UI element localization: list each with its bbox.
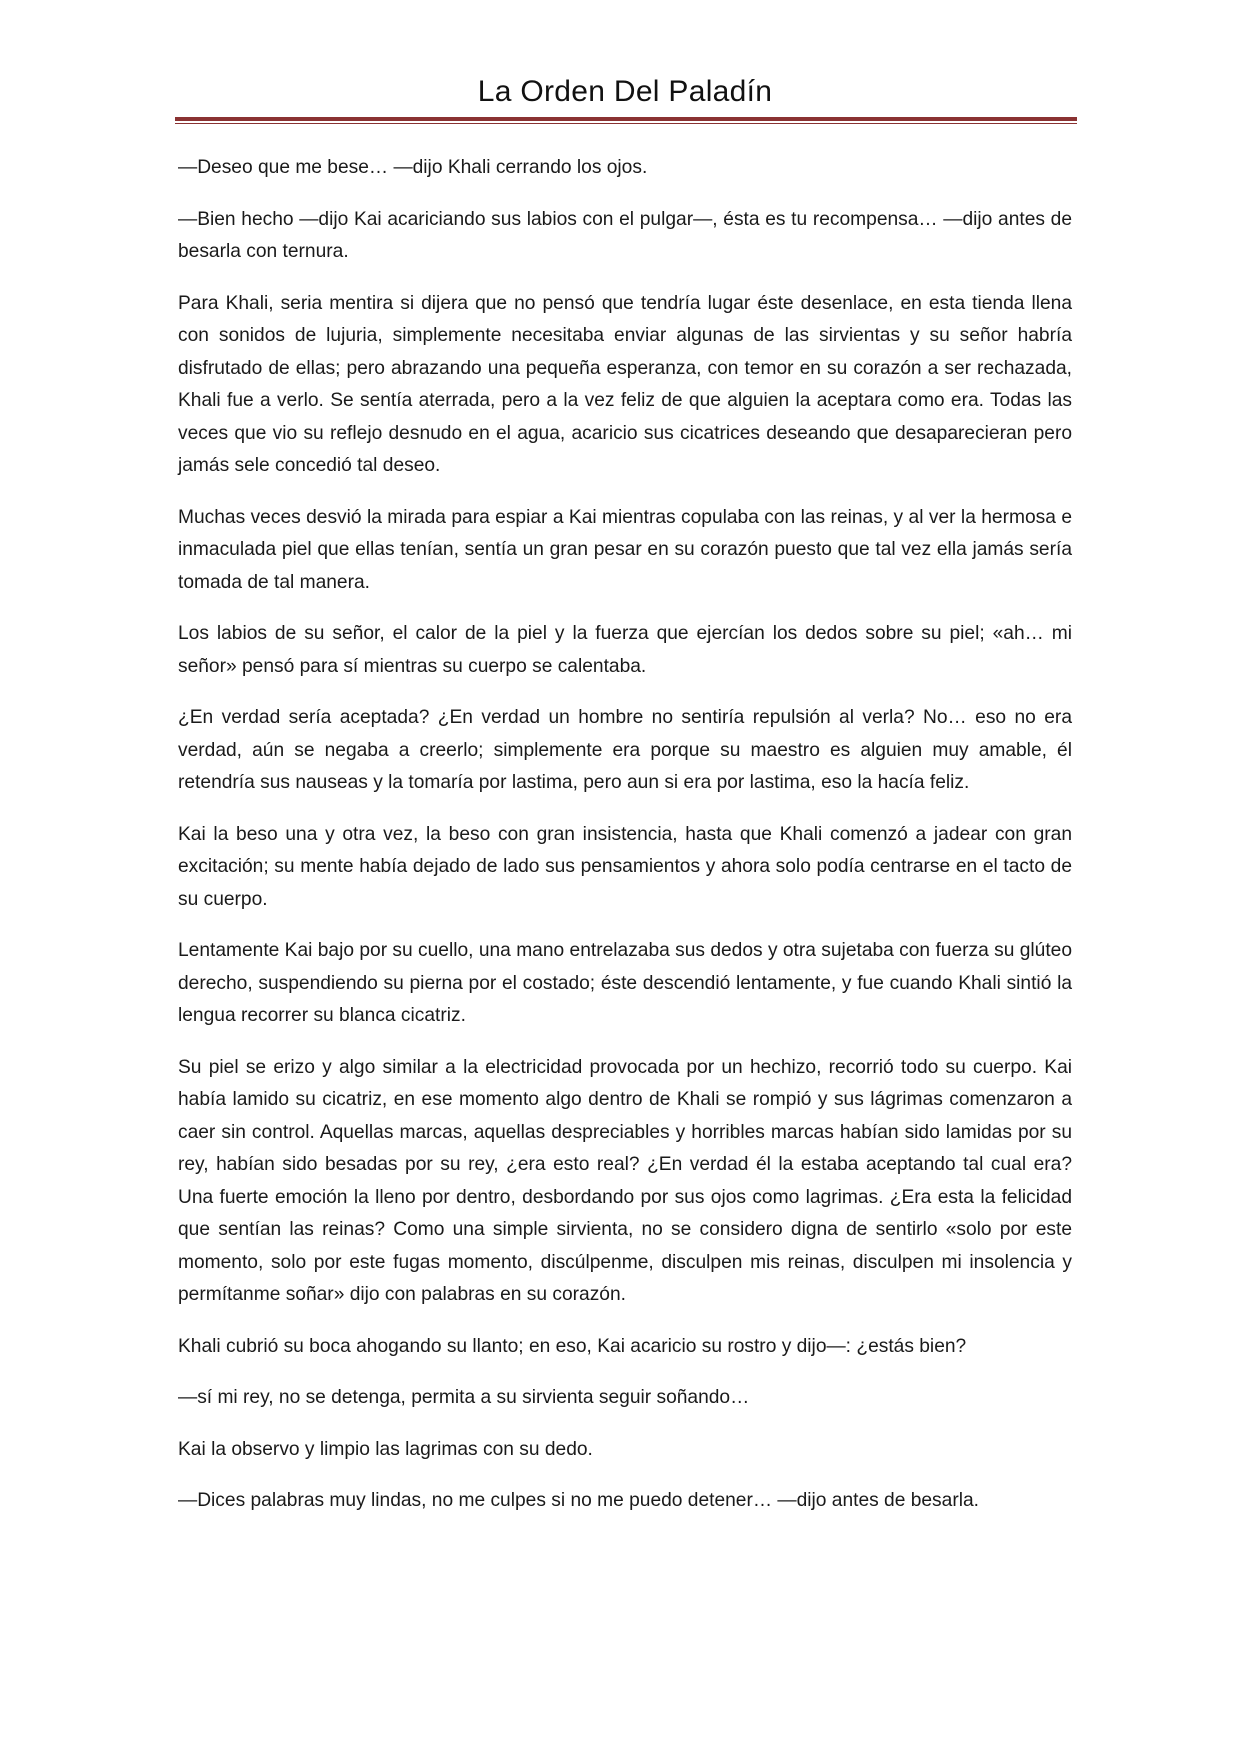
paragraph: ¿En verdad sería aceptada? ¿En verdad un hombre no sentiría repulsión al verla? No… eso no era verdad, aún se negaba a creerlo; simplemente era porque su maestro es alguien muy amable, él retendría sus nauseas y la tomaría por lastima, pero aun si era por lastima, eso la hacía feliz. — [178, 707, 1072, 793]
paragraph: Para Khali, seria mentira si dijera que no pensó que tendría lugar éste desenlace, en esta tienda llena con sonidos de lujuria, simplemente necesitaba enviar algunas de las sirvientas y su señor habría disfrutado de ellas; pero abrazando una pequeña esperanza, con temor en su corazón a ser rechazada, Khali fue a verlo. Se sentía aterrada, pero a la vez feliz de que alguien la aceptara como era. Todas las veces que vio su reflejo desnudo en el agua, acaricio sus cicatrices deseando que desaparecieran pero jamás sele concedió tal deseo. — [178, 292, 1072, 476]
paragraph: —Dices palabras muy lindas, no me culpes si no me puedo detener… —dijo antes de besarla. — [178, 1490, 979, 1511]
paragraph: Los labios de su señor, el calor de la piel y la fuerza que ejercían los dedos sobre su piel; «ah… mi señor» pensó para sí mientras su cuerpo se calentaba. — [178, 623, 1072, 677]
paragraph: Lentamente Kai bajo por su cuello, una mano entrelazaba sus dedos y otra sujetaba con fuerza su glúteo derecho, suspendiendo su pierna por el costado; éste descendió lentamente, y fue cuando Khali sintió la lengua recorrer su blanca cicatriz. — [178, 940, 1072, 1026]
paragraph: Kai la observo y limpio las lagrimas con su dedo. — [178, 1438, 593, 1460]
paragraph: Muchas veces desvió la mirada para espiar a Kai mientras copulaba con las reinas, y al ver la hermosa e inmaculada piel que ellas tenían, sentía un gran pesar en su corazón puesto que tal vez ella jamás sería tomada de tal manera. — [178, 506, 1072, 593]
paragraph: Khali cubrió su boca ahogando su llanto; en eso, Kai acaricio su rostro y dijo—: ¿estás bien? — [178, 1335, 967, 1357]
paragraph: —sí mi rey, no se detenga, permita a su sirvienta seguir soñando… — [178, 1387, 750, 1408]
paragraph: —Bien hecho —dijo Kai acariciando sus labios con el pulgar—, ésta es tu recompensa… —dijo antes de besarla con ternura. — [178, 208, 1072, 262]
header-rule-thin — [175, 123, 1077, 124]
paragraph: Kai la beso una y otra vez, la beso con gran insistencia, hasta que Khali comenzó a jadear con gran excitación; su mente había dejado de lado sus pensamientos y ahora solo podía centrarse en el tacto de su cuerpo. — [178, 823, 1072, 910]
paragraph: —Deseo que me bese… —dijo Khali cerrando los ojos. — [178, 157, 648, 178]
page-header — [0, 72, 1240, 112]
header-rule-thick — [175, 117, 1077, 121]
page-title: La Orden Del Paladín — [477, 75, 773, 108]
paragraph: Su piel se erizo y algo similar a la electricidad provocada por un hechizo, recorrió todo su cuerpo. Kai había lamido su cicatriz, en ese momento algo dentro de Khali se rompió y sus lágrimas comenzaron a caer sin control. Aquellas marcas, aquellas despreciables y horribles marcas habían sido lamidas por su rey, habían sido besadas por su rey, ¿era esto real? ¿En verdad él la estaba aceptando tal cual era? Una fuerte emoción la lleno por dentro, desbordando por sus ojos como lagrimas. ¿Era esta la felicidad que sentían las reinas? Como una simple sirvienta, no se considero digna de sentirlo «solo por este momento, solo por este fugas momento, discúlpenme, disculpen mis reinas, disculpen mi insolencia y permítanme soñar» dijo con palabras en su corazón. — [178, 1056, 1072, 1305]
body-text — [178, 152, 1072, 1537]
